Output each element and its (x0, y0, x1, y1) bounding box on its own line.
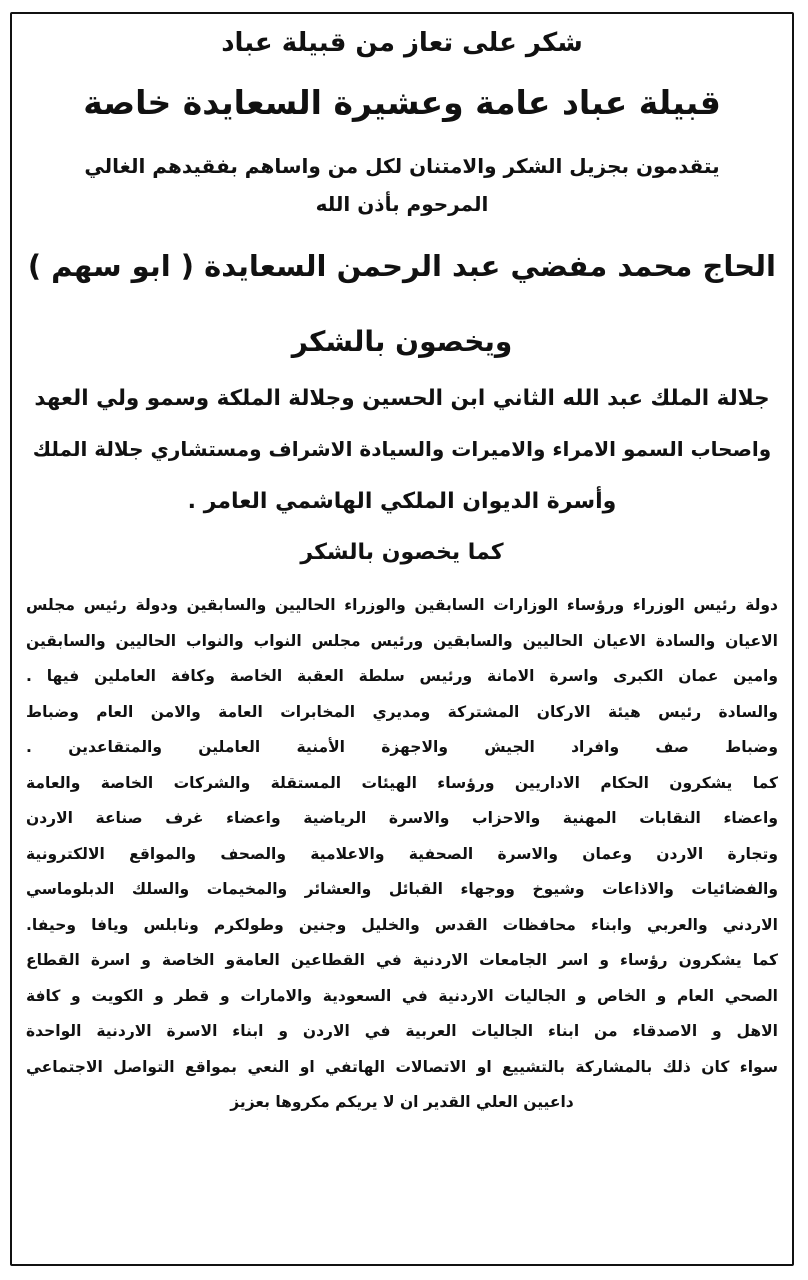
body-line: وتجارة الاردن وعمان والاسرة الصحفية والاعلامية والصحف والمواقع الالكترونية (26, 844, 778, 863)
deceased-name: الحاج محمد مفضي عبد الرحمن السعايدة ( ابو سهم ) (27, 249, 776, 283)
body-line: وامين عمان الكبرى واسرة الامانة ورئيس سلطة العقبة الخاصة وكافة العاملين فيها . (26, 667, 778, 685)
notice-frame (10, 12, 794, 1266)
body-line: والفضائيات والاذاعات وشيوخ ووجهاء القبائل والعشائر والمخيمات والسلك الدبلوماسي (26, 880, 778, 898)
special-thanks-heading: ويخصون بالشكر (291, 325, 513, 358)
closing-prayer: داعيين العلي القدير ان لا يريكم مكروها بعزيز (230, 1093, 574, 1111)
body-line: وضباط صف وافراد الجيش والاجهزة الأمنية العاملين والمتقاعدين . (26, 738, 778, 756)
body-line: الاردني والعربي وابناء محافظات القدس والخليل وجنين وطولكرم ونابلس ويافا وحيفا. (26, 915, 778, 934)
body-line: الاهل و الاصدقاء من ابناء الجاليات العربية في الاردن و ابناء الاسرة الاردنية الواحدة (26, 1022, 778, 1040)
body-line: كما يشكرون الحكام الاداريين ورؤساء الهيئات المستقلة والشركات الخاصة والعامة (26, 773, 778, 792)
body-line: الصحي العام و الخاص و الجاليات الاردنية في السعودية والامارات و قطر و الكويت و كافة (26, 986, 778, 1005)
notice-header: شكر على تعاز من قبيلة عباد (221, 28, 583, 58)
body-line: والسادة رئيس هيئة الاركان المشتركة ومديري المخابرات العامة والامن العام وضباط (26, 702, 778, 721)
thanks-body (26, 588, 778, 1121)
also-thanks-heading: كما يخصون بالشكر (300, 540, 504, 565)
body-line: كما يشكرون رؤساء و اسر الجامعات الاردنية في القطاعين العامةو الخاصة و اسرة القطاع (26, 951, 778, 969)
body-line: الاعيان والسادة الاعيان الحاليين والسابقين ورئيس مجلس النواب والنواب الحاليين والسابقين (26, 631, 778, 650)
body-line: دولة رئيس الوزراء ورؤساء الوزارات السابقين والوزراء الحاليين والسابقين ودولة رئيس مجلس (26, 596, 778, 614)
royal-line-2: واصحاب السمو الامراء والاميرات والسيادة الاشراف ومستشاري جلالة الملك (32, 437, 772, 461)
intro-line-1: يتقدمون بجزيل الشكر والامتنان لكل من واساهم بفقيدهم الغالي (84, 154, 720, 178)
body-line: واعضاء النقابات المهنية والاحزاب والاسرة الرياضية واعضاء غرف صناعة الاردن (26, 809, 778, 827)
royal-line-1: جلالة الملك عبد الله الثاني ابن الحسين وجلالة الملكة وسمو ولي العهد (34, 386, 770, 411)
body-line: سواء كان ذلك بالمشاركة بالتشييع او الاتصالات الهاتفي او النعي بمواقع التواصل الاجتماعي (26, 1057, 778, 1076)
tribe-title: قبيلة عباد عامة وعشيرة السعايدة خاصة (83, 83, 721, 122)
royal-line-3: وأسرة الديوان الملكي الهاشمي العامر . (187, 489, 617, 514)
intro-line-2: المرحوم بأذن الله (315, 192, 489, 216)
